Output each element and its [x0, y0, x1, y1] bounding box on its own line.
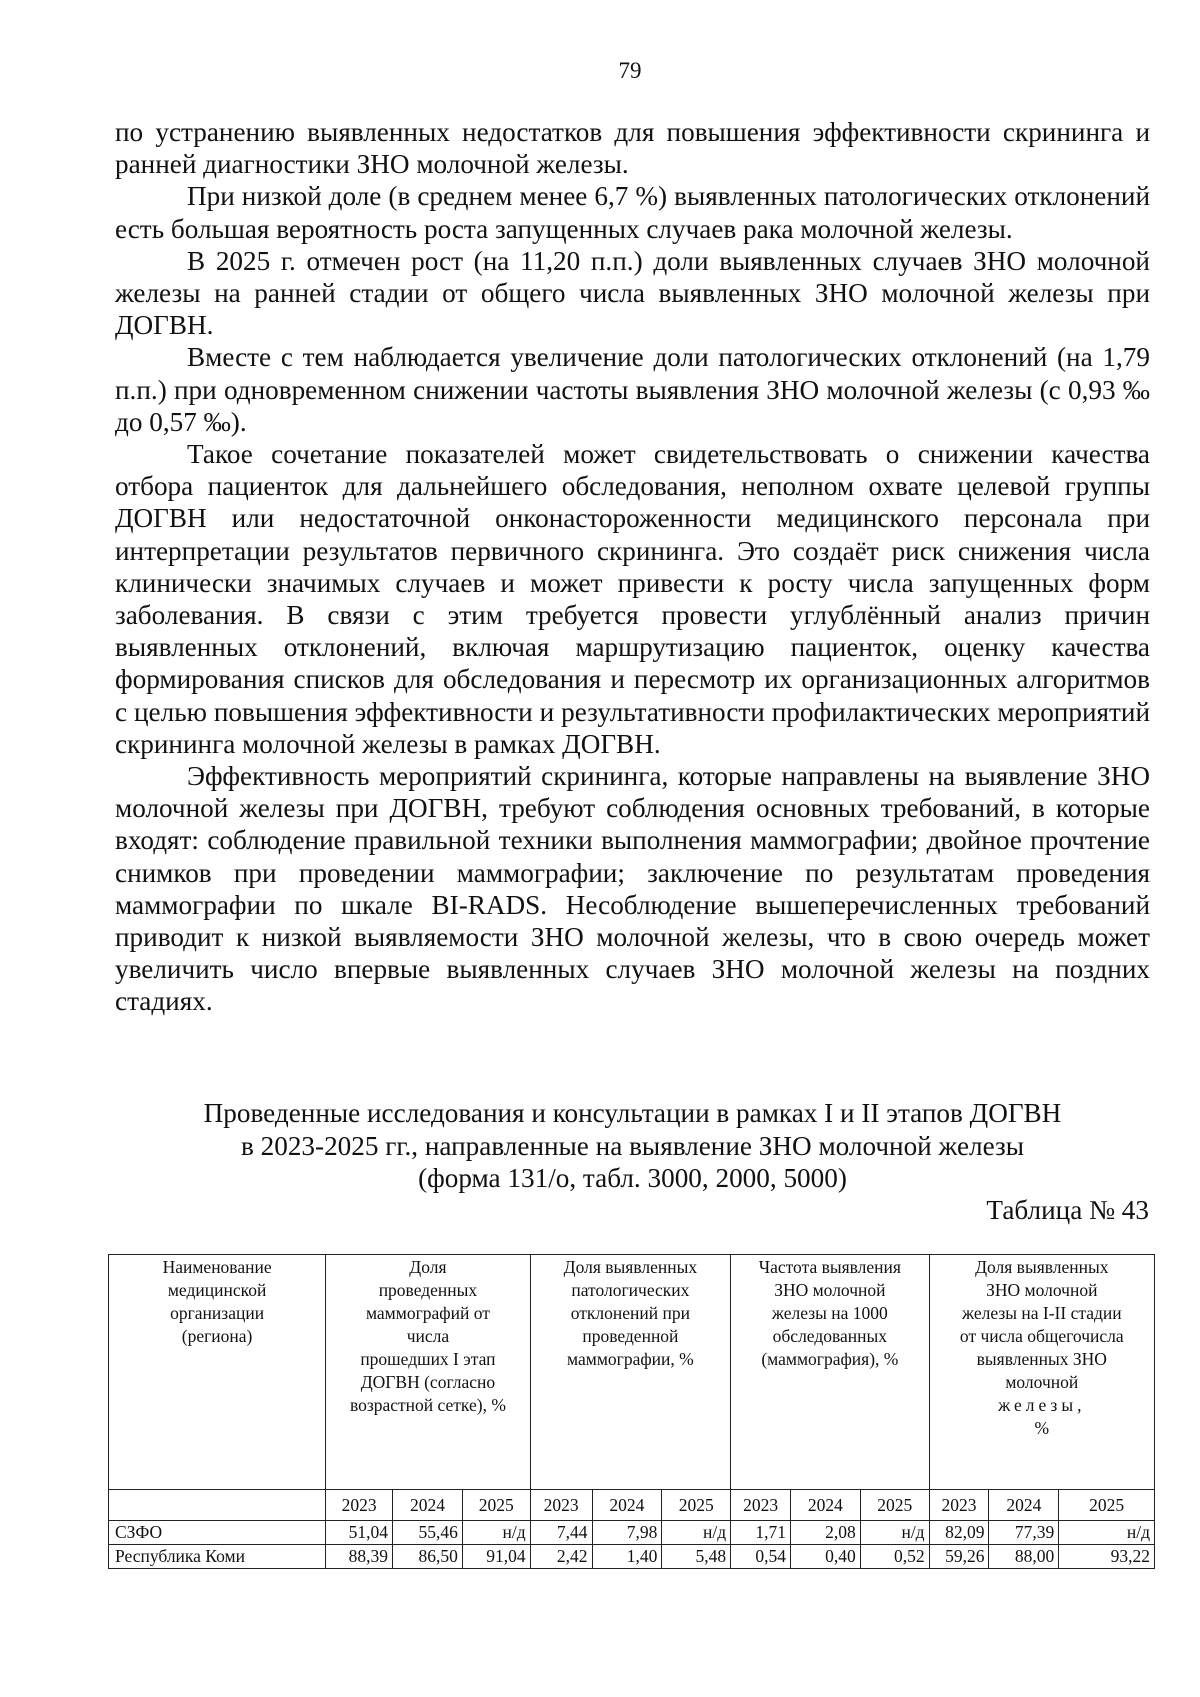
paragraph: Такое сочетание показателей может свидетельствовать о снижении качества отбора пациенток для дальнейшего обследования, неполном охвате целевой группы ДОГВН или недостаточной онконастороженности медицинского персонала при интерпретации результатов первичного скрининга. Это создаёт риск снижения числа клинически значимых случаев и может привести к росту числа запущенных форм заболевания. В связи с этим требуется провести углублённый анализ причин выявленных отклонений, включая маршрутизацию пациенток, оценку качества формирования списков для обследования и пересмотр их организационных алгоритмов с целью повышения эффективности и результативности профилактических мероприятий скрининга молочной железы в рамках ДОГВН. [115, 439, 1150, 759]
value-cell: 1,40 [592, 1545, 662, 1569]
value-cell: н/д [860, 1521, 929, 1545]
header-early-stage-share: Доля выявленных ЗНО молочной железы на I-II стадии от числа общегочисла выявленных ЗНО молочной железы, % [929, 1255, 1154, 1490]
table-caption-line: (форма 131/о, табл. 3000, 2000, 5000) [418, 1163, 847, 1193]
paragraph: В 2025 г. отмечен рост (на 11,20 п.п.) доли выявленных случаев ЗНО молочной железы на ранней стадии от общего числа выявленных ЗНО молочной железы при ДОГВН. [115, 245, 1150, 341]
value-cell: н/д [662, 1521, 731, 1545]
value-cell: 88,00 [989, 1545, 1059, 1569]
value-cell: 5,48 [662, 1545, 731, 1569]
year-cell: 2023 [731, 1490, 791, 1521]
year-cell: 2023 [929, 1490, 989, 1521]
year-cell: 2023 [530, 1490, 592, 1521]
value-cell: 77,39 [989, 1521, 1059, 1545]
paragraph: по устранению выявленных недостатков для повышения эффективности скрининга и ранней диагностики ЗНО молочной железы. [115, 117, 1150, 180]
value-cell: 2,08 [791, 1521, 861, 1545]
value-cell: 91,04 [462, 1545, 530, 1569]
table-caption [115, 1097, 1150, 1195]
header-mammography-share: Доля проведенных маммографий от числа прошедших I этап ДОГВН (согласно возрастной сетке), % [326, 1255, 530, 1490]
value-cell: н/д [462, 1521, 530, 1545]
year-cell: 2024 [791, 1490, 861, 1521]
year-cell: 2025 [860, 1490, 929, 1521]
value-cell: 51,04 [326, 1521, 393, 1545]
table-row [109, 1545, 1155, 1569]
year-cell: 2025 [662, 1490, 731, 1521]
value-cell: 0,54 [731, 1545, 791, 1569]
value-cell: 55,46 [393, 1521, 463, 1545]
year-cell: 2024 [592, 1490, 662, 1521]
value-cell: 59,26 [929, 1545, 989, 1569]
table-number: Таблица № 43 [986, 1195, 1149, 1225]
data-table [108, 1254, 1155, 1569]
value-cell: 82,09 [929, 1521, 989, 1545]
value-cell: 0,52 [860, 1545, 929, 1569]
paragraph: При низкой доле (в среднем менее 6,7 %) выявленных патологических отклонений есть большая вероятность роста запущенных случаев рака молочной железы. [115, 181, 1150, 244]
table-caption-line: в 2023-2025 гг., направленные на выявление ЗНО молочной железы [241, 1130, 1024, 1161]
region-cell: СЗФО [109, 1521, 326, 1545]
paragraph: Эффективность мероприятий скрининга, которые направлены на выявление ЗНО молочной железы при ДОГВН, требуют соблюдения основных требований, в которые входят: соблюдение правильной техники выполнения маммографии; двойное прочтение снимков при проведении маммографии; заключение по результатам проведения маммографии по шкале BI-RADS. Несоблюдение вышеперечисленных требований приводит к низкой выявляемости ЗНО молочной железы, что в свою очередь может увеличить число впервые выявленных случаев ЗНО молочной железы на поздних стадиях. [115, 761, 1150, 1017]
paragraph: Вместе с тем наблюдается увеличение доли патологических отклонений (на 1,79 п.п.) при одновременном снижении частоты выявления ЗНО молочной железы (с 0,93 ‰ до 0,57 ‰). [115, 342, 1150, 437]
table-header-row [109, 1255, 1155, 1490]
value-cell: 7,98 [592, 1521, 662, 1545]
body-text [115, 116, 1150, 1018]
header-pathology-share: Доля выявленных патологических отклонений при проведенной маммографии, % [530, 1255, 730, 1490]
table-row [109, 1521, 1155, 1545]
year-cell: 2024 [989, 1490, 1059, 1521]
value-cell: 2,42 [530, 1545, 592, 1569]
header-detection-rate: Частота выявления ЗНО молочной железы на 1000 обследованных (маммография), % [731, 1255, 929, 1490]
year-cell-blank [109, 1490, 326, 1521]
value-cell: н/д [1059, 1521, 1155, 1545]
value-cell: 1,71 [731, 1521, 791, 1545]
header-region: Наименование медицинской организации (региона) [109, 1255, 326, 1490]
value-cell: 88,39 [326, 1545, 393, 1569]
year-cell: 2023 [326, 1490, 393, 1521]
table-caption-line: Проведенные исследования и консультации в рамках I и II этапов ДОГВН [203, 1098, 1062, 1128]
year-cell: 2025 [462, 1490, 530, 1521]
year-cell: 2024 [393, 1490, 463, 1521]
page-number: 79 [618, 58, 642, 83]
value-cell: 0,40 [791, 1545, 861, 1569]
value-cell: 86,50 [393, 1545, 463, 1569]
region-cell: Республика Коми [109, 1545, 326, 1569]
value-cell: 93,22 [1059, 1545, 1155, 1569]
year-cell: 2025 [1059, 1490, 1155, 1521]
table-year-row [109, 1490, 1155, 1521]
value-cell: 7,44 [530, 1521, 592, 1545]
